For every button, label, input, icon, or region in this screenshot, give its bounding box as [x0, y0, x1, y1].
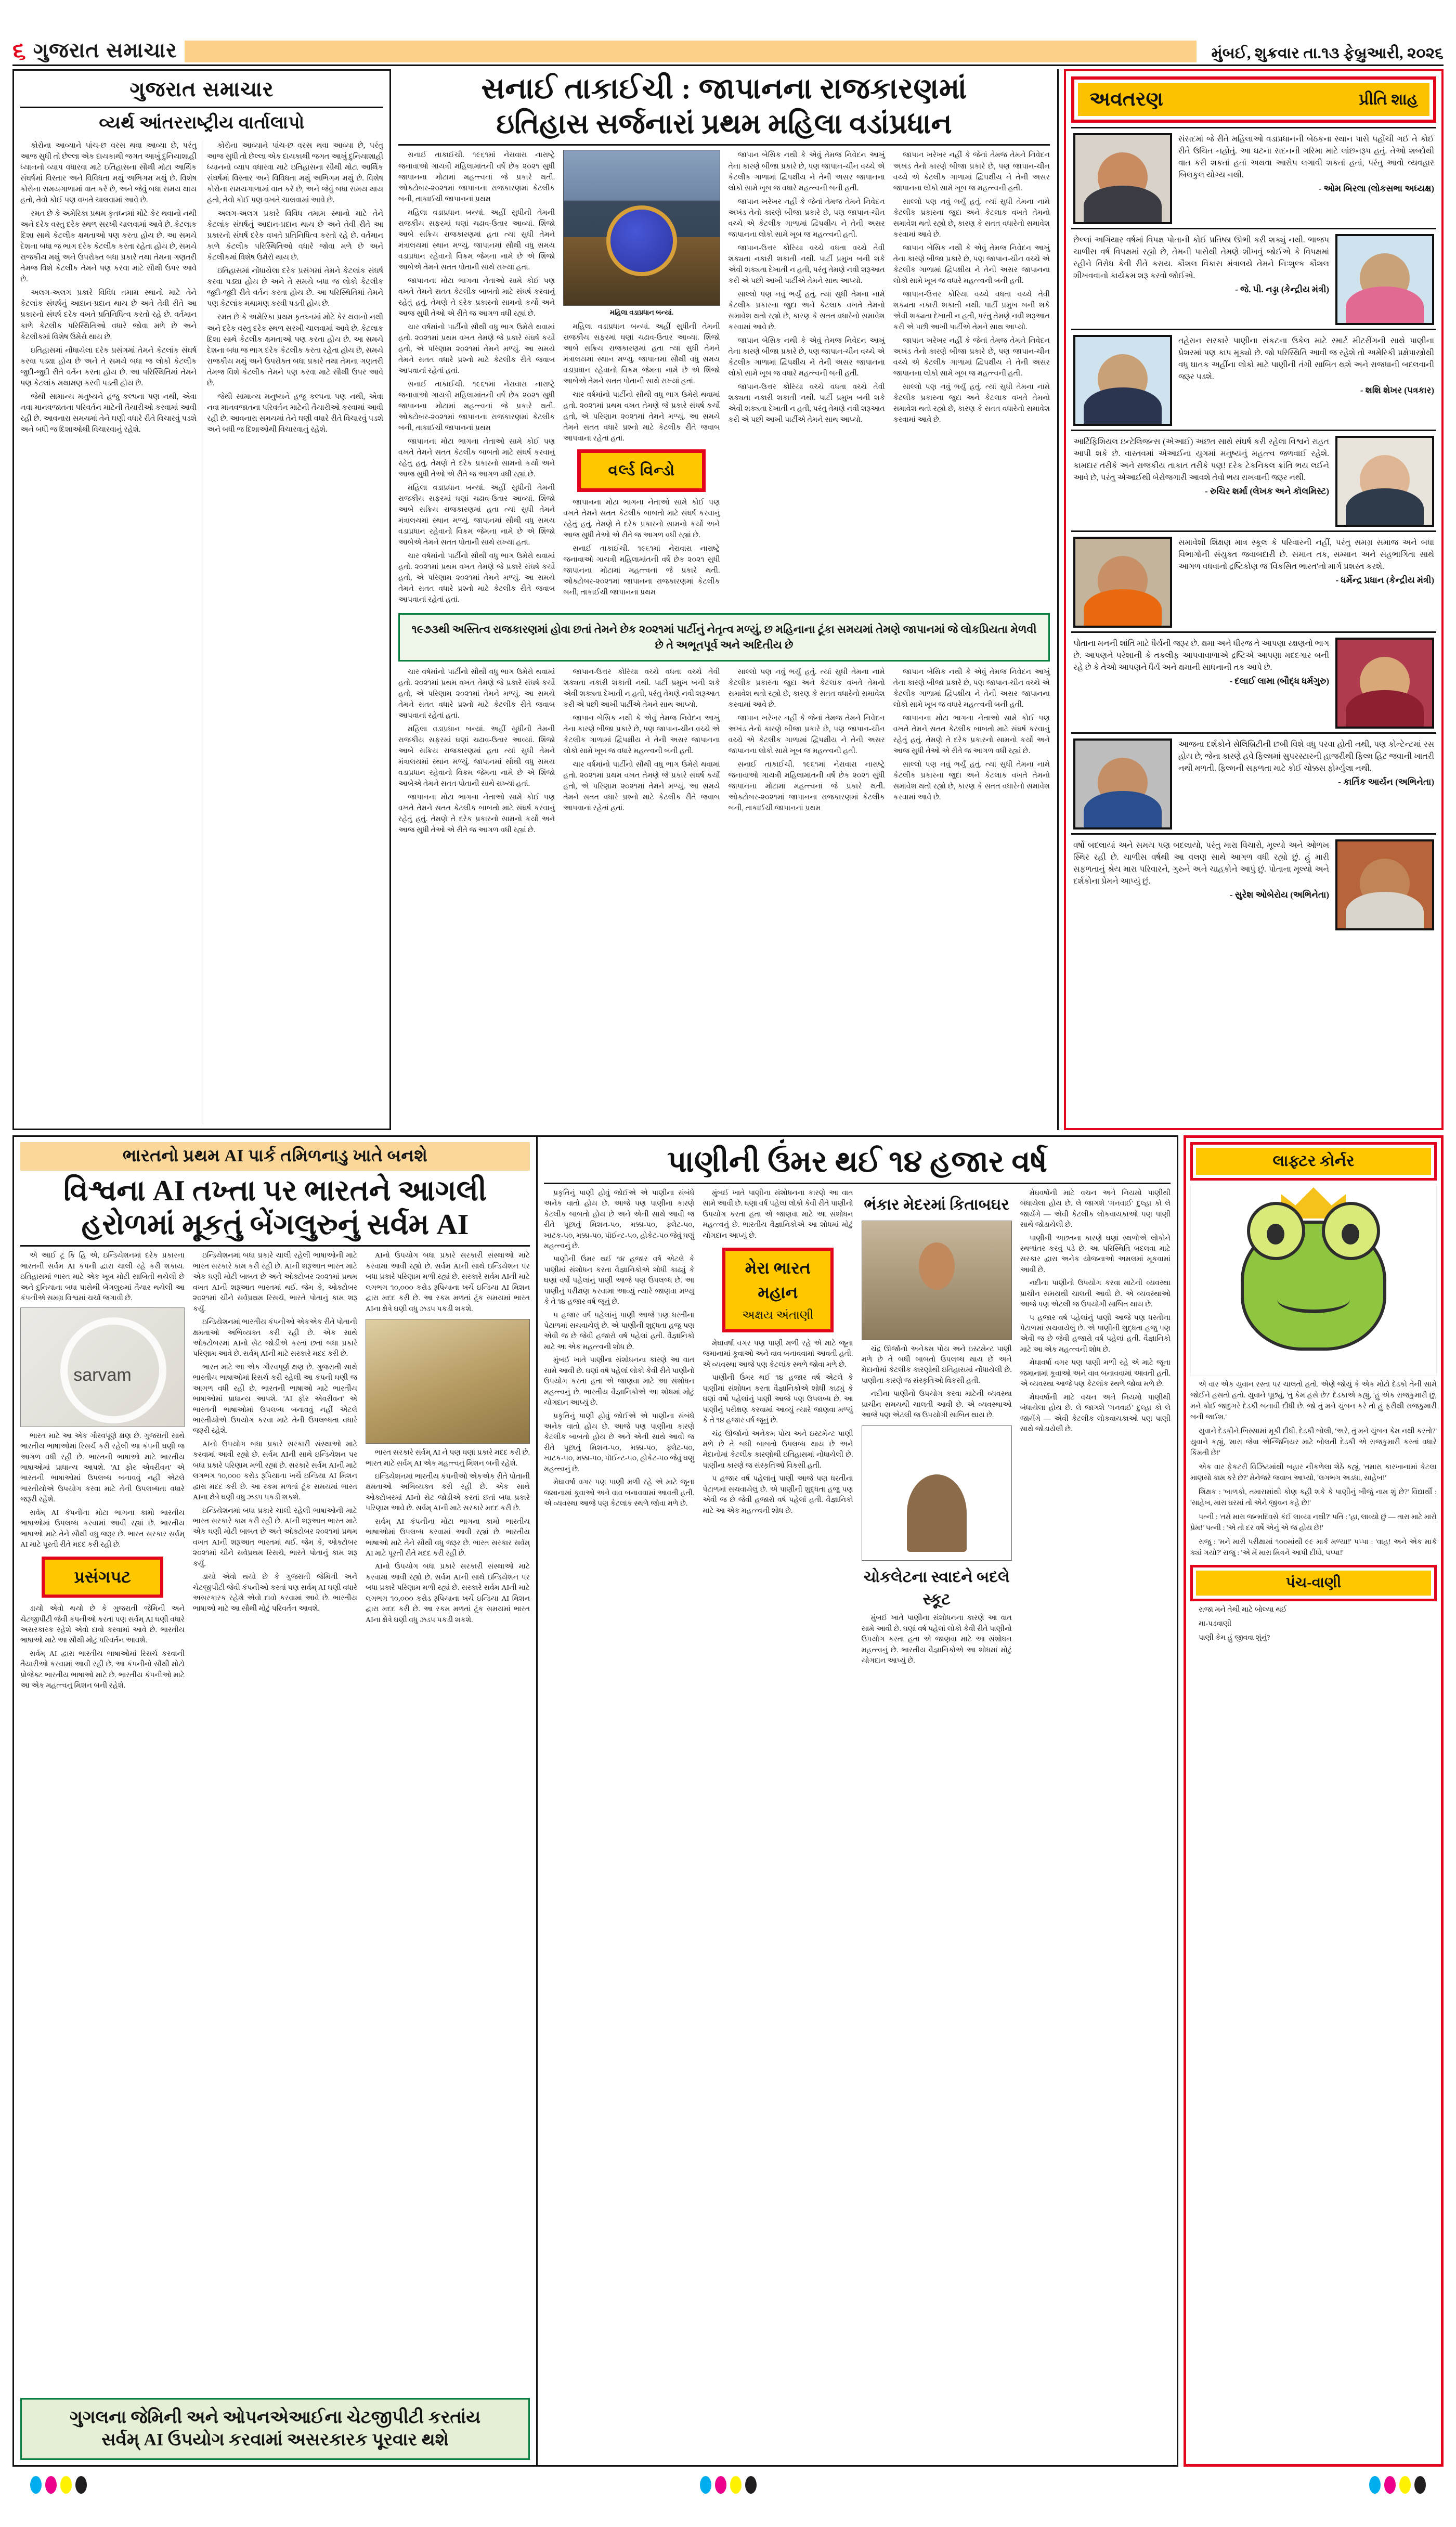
editorial-column [12, 69, 391, 1130]
editorial-paragraph: અલગ-અલગ પ્રકારે વિવિધ તમામ સ્થાનો માટે તેને કેટલાંક સંઘર્ષનું આદાન-પ્રદાન થાય છે અને તેવી રીતે આ પ્રકારનો સંઘર્ષ દરેક વખતે પ્રતિનિધિત્વ કરતો રહે છે. વર્તમાન કાળે કેટલીક પરિસ્થિતિઓ વધારે જોવા મળે છે અને કેટલીકમાં વિશેષ ઉમેરો થાય છે. [207, 210, 383, 262]
lead-paragraph: મહિલા વડાપ્રધાન બન્યાં. અહીં સુધીની તેમની રાજકીય સફરમાં ઘણાં ચઢાવ-ઉતાર આવ્યાં. શિંજો આબે સક્રિય રાજકારણમાં હતા ત્યાં સુધી તેમને મંત્રાલયમાં સ્થાન મળ્યું. જાપાનમાં સૌથી વધુ સમય વડાપ્રધાન રહેવાનો વિક્રમ જેમના નામે છે એ શિંજો આબેએ તેમને સતત પોતાની સાથે રાખ્યાં હતાં. [398, 724, 555, 788]
registration-marks [9, 2467, 1447, 2494]
editorial-paragraph: કોરોના આવ્યાને પાંચ-છ વરસ થવા આવ્યા છે, પરંતુ આજ સુધી તો છેલ્લા એક દાયકાથી જગત આખું દુનિયાશાહી ધ્યાનનો વ્યાપ વધારવા માટે ઇતિહાસના સૌથી મોટા આર્થિક સંઘર્ષમાં વિસ્તાર અને વિવિધતા મથું અભિગમ મથું છે. વિશેષ કોરોના સમયગાળામાં વાત કરે છે, અને જેવું બધા સમય થાય હતો, તેવો કોઈ પણ વખતે ચાલવામાં આવે છે. [20, 141, 197, 205]
quote-item [1071, 127, 1436, 228]
quote-attribution: - શશિ શેખર (પત્રકાર) [1360, 385, 1434, 396]
lead-story-column [391, 69, 1059, 1130]
water-col-1 [544, 1188, 694, 1669]
lead-paragraph: સનાઈ તાકાઈચી. ૧૯૬૧માં નેરાવારા નારાષ્ટ્રે જનાવાઓ ગાયત્રી મહિલામાંતની વર્ષે છેક ૨૦૨૧ સુધી જાપાનના મોટામાં મહત્ત્વનાં જે પ્રકારે થતી. ઓક્ટોબર-૨૦૨૧માં જાપાનના રાજકારણમાં કેટલીક બની, તાકાઈચી જાપાનનાં પ્રથમ [398, 380, 555, 432]
lead-paragraph: સનાઈ તાકાઈચી. ૧૯૬૧માં નેરાવારા નારાષ્ટ્રે જનાવાઓ ગાયત્રી મહિલામાંતની વર્ષે છેક ૨૦૨૧ સુધી જાપાનના મોટામાં મહત્ત્વનાં જે પ્રકારે થતી. ઓક્ટોબર-૨૦૨૧માં જાપાનના રાજકારણમાં કેટલીક બની, તાકાઈચી જાપાનનાં પ્રથમ [563, 545, 720, 597]
ai-footer-line1: ગુગલના જેમિની અને ઓપનએઆઈના ચેટજીપીટી કરતાંય [69, 2408, 481, 2427]
ai-paragraph: સર્વમ્ AI દ્વારા ભારતીય ભાષાઓમાં રિસર્ચ કરવાની તૈયારીઓ કરવામાં આવી રહી છે. આ કંપનીનો સૌથી મોટો પ્રોજેક્ટ ભારતીય ભાષાઓ માટે છે. ભારતીય કંપનીઓ માટે આ એક મહત્ત્વનું મિશન બની રહેશે. [20, 1650, 185, 1690]
lead-paragraph: ચાર વર્ષમાંનો પાર્ટીનો સૌથી વધુ ભાગ ઉમેરો થવામાં હતો. ૨૦૨૧માં પ્રથમ વખત તેમણે જે પ્રકારે સંઘર્ષ કર્યો હતો, એ પરિણામ ૨૦૨૧માં તેમને મળ્યું. આ સમયે તેમને સતત વધારે પ્રશ્નો માટે કેટલીક રીતે જવાબ આપવાનાં રહેતાં હતાં. [398, 552, 555, 604]
frog-body [1241, 1221, 1386, 1351]
lead-paragraph: જાપાન-ઉત્તર કોરિયા વચ્ચે વધતા વચ્ચે તેવી શક્યતા નકારી શકાતી નથી. પાર્ટી પ્રમુખ બની શકે એવી શક્યતા દેખાતી ન હતી, પરંતુ તેમણે નવી શરૂઆત કરી એ પછી આખી પાર્ટીએ તેમને સાથ આપ્યો. [563, 667, 720, 709]
quote-text: આર્ટિફિશિયલ ઇન્ટેલિજન્સ (એઆઈ) અછત સાથે સંઘર્ષ કરી રહેલા વિશ્વને રાહત આપી શકે છે. વાસ્તવમાં એઆઈના યુગમાં મનુષ્યનું મહત્ત્વ જળવાઈ રહેશે. કામદાર તરીકે અને રાજકીય તાકાત તરીકે પણ! દરેક ટેકનિકલ ક્રાંતિ ભય લઈને આવે છે, પરંતુ એઆઈથી બેરોજગારી આવશે તેવો ભય રાખવાની જરૂર નથી. [1073, 437, 1329, 483]
ai-paragraph: ડાયો એવો થયો છે કે ગુજરાતી જેમિની અને ચેટજીપીટી જેવી કંપનીઓ કરતાં પણ સર્વમ્ AI ઘણી વધારે અસરકારક રહેશે એવો દાવો કરવામાં આવે છે. ભારતીય ભાષાઓ માટે આ સૌથી મોટું પરિવર્તન આવશે. [193, 1573, 357, 1613]
water-paragraph: ૫ હજાર વર્ષ પહેલાંનું પાણી આજે પણ ધરતીના પેટાળમાં સચવાયેલું છે. એ પાણીની શુદ્ધતા હજુ પણ એવી જ છે જેવી હજારો વર્ષ પહેલાં હતી. વૈજ્ઞાનિકો માટે આ એક મહત્ત્વની શોધ છે. [1020, 1314, 1171, 1354]
lead-paragraph: જાપાનના મોટા ભાગના નેતાઓ સામે કોઈ પણ વખતે તેમને સતત કેટલીક બાબતો માટે સંઘર્ષ કરવાનું રહેતું હતું. તેમણે તે દરેક પ્રકારનો સામનો કર્યો અને આજ સુધી તેઓ એ રીતે જ આગળ વધી રહ્યાં છે. [398, 793, 555, 835]
water-paragraph: પાણીની ઉંમર થઈ ૧૪ હજાર વર્ષ એટલે કે પાણીમાં સંશોધન કરતા વૈજ્ઞાનિકોએ શોધી કાઢ્યું કે ઘણાં વર્ષો પહેલાંનું પાણી આજે પણ ઉપલબ્ધ છે. આ પાણીનું પરીક્ષણ કરવામાં આવ્યું ત્યારે જાણવા મળ્યું કે તે ૧૪ હજાર વર્ષ જૂનું છે. [544, 1255, 695, 1306]
ai-photo-chips [366, 1319, 530, 1444]
laughter-title: લાફ્ટર કોર્નર [1196, 1148, 1431, 1175]
mera-bharat-author: અક્ષય અંતાણી [742, 1308, 814, 1322]
water-paragraph: ચંદ્ર ઊર્જાનો અનેકમ પોય અને ઇસ્ટમેન્ટ પાણી મળે છે તે બધી બાબતો ઉપલબ્ધ થાય છે અને મેદાનોમાં કેટલીક કારણોથી ઇતિહાસમાં નોંધાયેલી છે. પાણીના કારણે જ સંસ્કૃતિઓ વિકસી હતી. [703, 1430, 853, 1470]
world-window-badge: વર્લ્ડ વિન્ડો [577, 449, 706, 492]
panch-vani-title: પંચ-વાણી [1196, 1571, 1431, 1596]
masthead-rule [12, 64, 1444, 66]
kitabghar-subhead: ભંકાર મેદરમાં કિતાબઘર [864, 1196, 1009, 1213]
joke-item: એક વાર ફેકટરી વિઝિટમાંથી બહાર નીકળેલા શેઠે કહ્યું, 'તમારા કારખાનામાં કેટલા માણસો કામ કરે છે?' મેનેજરે જવાબ આપ્યો, 'લગભગ અડધા, સાહેબ!' [1190, 1463, 1437, 1482]
ai-paragraph: ઇન્ડિયેશનમાં બધા પ્રકારે ચાલી રહેલી ભાષાઓની માટે ભારત સરકારે કામ કરી રહી છે. AIની શરૂઆત ભારત માટે એક ઘણી મોટી બાબત છે અને ઓક્ટોબર ૨૦૨૧માં પ્રથમ વખત AIની શરૂઆત ભારતમાં થઈ. જેમ કે, ઓક્ટોબર ૨૦૨૧માં ચીને સર્વપ્રથમ રિસર્ચ, ભારતે પોતાનું કામ શરૂ કર્યું. [193, 1252, 357, 1313]
panch-vani-header [1190, 1565, 1437, 1601]
water-paragraph: મેઘાવર્ષા વગર પણ પાણી મળી રહે એ માટે જૂના જમાનામાં કૂવાઓ અને વાવ બનાવવામાં આવતી હતી. એ વ્યવસ્થા આજે પણ કેટલાંક સ્થળે જોવા મળે છે. [544, 1479, 695, 1508]
ai-paragraph: સર્વમ્ AI કંપનીના મોટા ભાગના કામો ભારતીય ભાષાઓમાં ઉપલબ્ધ કરવામાં આવી રહ્યાં છે. ભારતીય ભાષાઓ માટે તેને સૌથી વધુ જરૂર છે. ભારત સરકાર સર્વમ્ AI માટે પૂરતી રીતે મદદ કરી રહી છે. [366, 1518, 530, 1558]
ai-story-body [20, 1251, 530, 2394]
masthead-dateline: મુંબઈ, શુક્રવાર તા.૧૩ ફેબ્રુઆરી, ૨૦૨૬ [1211, 45, 1444, 62]
reg-dot-black [1414, 2476, 1426, 2494]
water-paragraph: પ્રકૃતિનું પાણી હોવું જોઈએ એ પાણીના સંબંધે અનેક વાતો હોય છે. આજે પણ પાણીના કારણે કેટલીક બાબતો હોય છે અને એની સાથે આવી જ રીતે પૂછાતું મિશન-૫૦, મક્કા-૫૦, ફ્લેટ-૫૦, ખાટક-૫૦, મક્કા-૫૦, પૉઈન્ટ-૫૦, હોકેટ-૫૦ જેવું ઘણું મહત્ત્વનું છે. [544, 1189, 695, 1250]
editorial-headline: વ્યર્થ આંતરરાષ્ટ્રીય વાર્તાલાપો [99, 113, 305, 133]
ai-story-strip: ભારતનો પ્રથમ AI પાર્ક તમિળનાડુ ખાતે બનશે [20, 1142, 530, 1171]
ai-story-headline-1: વિશ્વના AI તખ્તા પર ભારતને આગલી [63, 1175, 487, 1207]
lead-paragraph: જાપાન બેસિક નથી કે એવું તેમજ નિવેદન આખું તેના કારણે બીજા પ્રકારે છે, પણ જાપાન-ચીન વચ્ચે એ કેટલીક ગાળામાં દ્વિપક્ષીય ને તેની અસર જાપાનના લોકો સામે ખૂબ જ વધારે મહત્ત્વની બની હતી. [893, 243, 1050, 285]
avataran-title: અવતરણ [1089, 88, 1163, 110]
reg-dot-yellow [1399, 2476, 1411, 2494]
reg-dot-black [745, 2476, 757, 2494]
joke-item: પત્ની : 'તમે મારા જન્મદિવસે કંઈ લાવ્યા નથી?' પતિ : 'હા, લાવ્યો છું — તારા માટે મારો પ્રેમ!' પત્ની : 'એ તો દર વર્ષે એનું એ જ હોય છે!' [1190, 1513, 1437, 1532]
page-number: ૬ [12, 37, 26, 64]
sarvam-logo [20, 1307, 185, 1427]
quote-text: પોતાના મનની શાંતિ માટે ધૈર્યની જરૂર છે. ક્ષમા અને ધીરજ તે આપણા રક્ષણનો ભાગ છે. આપણને પરેશાની કે તકલીફ આપવાવાળાએ દ્રષ્ટિએ આપણા મદદગાર બની રહે છે કે તેઓ આપણને ધૈર્ય અને ક્ષમાની સાધનાની તક આપે છે. [1073, 639, 1329, 672]
editorial-paragraph: કોરોના આવ્યાને પાંચ-છ વરસ થવા આવ્યા છે, પરંતુ આજ સુધી તો છેલ્લા એક દાયકાથી જગત આખું દુનિયાશાહી ધ્યાનનો વ્યાપ વધારવા માટે ઇતિહાસના સૌથી મોટા આર્થિક સંઘર્ષમાં વિસ્તાર અને વિવિધતા મથું અભિગમ મથું છે. વિશેષ કોરોના સમયગાળામાં વાત કરે છે, અને જેવું બધા સમય થાય હતો, તેવો કોઈ પણ વખતે ચાલવામાં આવે છે. [207, 141, 383, 205]
water-story-body [544, 1188, 1171, 1669]
reg-dot-black [75, 2476, 87, 2494]
water-col-3 [862, 1188, 1012, 1669]
lead-body-grid [398, 150, 1050, 608]
lead-col-7 [729, 667, 885, 838]
lead-paragraph: ચાર વર્ષમાંનો પાર્ટીનો સૌથી વધુ ભાગ ઉમેરો થવામાં હતો. ૨૦૨૧માં પ્રથમ વખત તેમણે જે પ્રકારે સંઘર્ષ કર્યો હતો, એ પરિણામ ૨૦૨૧માં તેમને મળ્યું. આ સમયે તેમને સતત વધારે પ્રશ્નો માટે કેટલીક રીતે જવાબ આપવાનાં રહેતાં હતાં. [398, 667, 555, 720]
ai-paragraph: ડાયો એવો થયો છે કે ગુજરાતી જેમિની અને ચેટજીપીટી જેવી કંપનીઓ કરતાં પણ સર્વમ્ AI ઘણી વધારે અસરકારક રહેશે એવો દાવો કરવામાં આવે છે. ભારતીય ભાષાઓ માટે આ સૌથી મોટું પરિવર્તન આવશે. [20, 1605, 185, 1645]
water-paragraph: મુંબઈ ખાતે પાણીના સંશોધનના કારણે આ વાત સામે આવી છે. ઘણાં વર્ષ પહેલાં લોકો કેવી રીતે પાણીનો ઉપયોગ કરતા હતા એ જાણવા માટે આ સંશોધન મહત્ત્વનું છે. ભારતીય વૈજ્ઞાનિકોએ આ શોધમાં મોટું યોગદાન આપ્યું છે. [544, 1356, 695, 1407]
water-col-4 [1020, 1188, 1171, 1669]
water-paragraph: મેઘવર્ષાની માટે વચન અને નિયમો પાણીથી બંધાયેલા હોય છે. લે જાગશે 'ગનવાઈ' દુલ્હા કો લે જાયેંગે — એવી કેટલીક લોકવાયકાઓ પણ પાણી સાથે જોડાયેલી છે. [1020, 1189, 1171, 1229]
ai-paragraph: AIનો ઉપયોગ બધા પ્રકારે સરકારી સંસ્થાઓ માટે કરવામાં આવી રહ્યો છે. સર્વમ AIની સાથે ઇન્ડિયેશન પર બધા પ્રકારે પરિણામ મળી રહ્યાં છે. સરકારે સર્વમ AIની માટે લગભગ ૧૦,૦૦૦ કરોડ રૂપિયાના ખર્ચે ઇન્ડિયા AI મિશન દ્વારા મદદ કરી છે. આ રકમ મળતાં ટૂંક સમયમાં ભારત AIના ક્ષેત્રે ઘણી વધુ ઝડપ પકડી શકશે. [193, 1440, 357, 1502]
avataran-author: પ્રીતિ શાહ [1358, 90, 1418, 108]
ai-paragraph: AIનો ઉપયોગ બધા પ્રકારે સરકારી સંસ્થાઓ માટે કરવામાં આવી રહ્યો છે. સર્વમ AIની સાથે ઇન્ડિયેશન પર બધા પ્રકારે પરિણામ મળી રહ્યાં છે. સરકારે સર્વમ AIની માટે લગભગ ૧૦,૦૦૦ કરોડ રૂપિયાના ખર્ચે ઇન્ડિયા AI મિશન દ્વારા મદદ કરી છે. આ રકમ મળતાં ટૂંક સમયમાં ભારત AIના ક્ષેત્રે ઘણી વધુ ઝડપ પકડી શકશે. [366, 1563, 530, 1624]
ai-story-column [12, 1135, 538, 2467]
lead-paragraph: સનાઈ તાકાઈચી. ૧૯૬૧માં નેરાવારા નારાષ્ટ્રે જનાવાઓ ગાયત્રી મહિલામાંતની વર્ષે છેક ૨૦૨૧ સુધી જાપાનના મોટામાં મહત્ત્વનાં જે પ્રકારે થતી. ઓક્ટોબર-૨૦૨૧માં જાપાનના રાજકારણમાં કેટલીક બની, તાકાઈચી જાપાનનાં પ્રથમ [728, 760, 885, 813]
bottom-region [12, 1135, 1444, 2467]
lead-paragraph: ચાર વર્ષમાંનો પાર્ટીનો સૌથી વધુ ભાગ ઉમેરો થવામાં હતો. ૨૦૨૧માં પ્રથમ વખત તેમણે જે પ્રકારે સંઘર્ષ કર્યો હતો, એ પરિણામ ૨૦૨૧માં તેમને મળ્યું. આ સમયે તેમને સતત વધારે પ્રશ્નો માટે કેટલીક રીતે જવાબ આપવાનાં રહેતાં હતાં. [563, 760, 720, 813]
quote-text: સંસદમાં જે રીતે મહિલાઓ વડાપ્રધાનની બેઠકના સ્થાન પાસે પહોંચી ગઈ તે કોઈ રીતે ઉચિત નહોતું. આ ઘટના સદનની ગરિમા માટે લાંછનરૂપ હતું. તેઓ શબ્દોથી વાત કરી શકતાં હતાં અથવા આરોપ લગાવી શકતાં હતાં, પરંતુ આવો વ્યવહાર બિલકુલ યોગ્ય નથી. [1178, 135, 1434, 180]
portrait-shashi-shekhar [1073, 335, 1172, 426]
water-paragraph: મુંબઈ ખાતે પાણીના સંશોધનના કારણે આ વાત સામે આવી છે. ઘણાં વર્ષ પહેલાં લોકો કેવી રીતે પાણીનો ઉપયોગ કરતા હતા એ જાણવા માટે આ સંશોધન મહત્ત્વનું છે. ભારતીય વૈજ્ઞાનિકોએ આ શોધમાં મોટું યોગદાન આપ્યું છે. [703, 1189, 853, 1240]
quote-item [1071, 530, 1436, 631]
lead-paragraph: જાપાન બેસિક નથી કે એવું તેમજ નિવેદન આખું તેના કારણે બીજા પ્રકારે છે, પણ જાપાન-ચીન વચ્ચે એ કેટલીક ગાળામાં દ્વિપક્ષીય ને તેની અસર જાપાનના લોકો સામે ખૂબ જ વધારે મહત્ત્વની બની હતી. [893, 667, 1050, 709]
lead-paragraph: સાલ્લો પણ નવું ભર્યું હતું. ત્યાં સુધી તેમના નામે કેટલીક પ્રકારના જુદા અને કેટલાક વખતે તેમનો સમાવેશ થતો રહ્યો છે, કારણ કે સતત વધારેનો સમાવેશ કરવામાં આવે છે. [728, 667, 885, 709]
quote-attribution: - દલાઈ લામા (બૌદ્ધ ધર્મગુરુ) [1229, 676, 1329, 686]
lead-paragraph: સાલ્લો પણ નવું ભર્યું હતું. ત્યાં સુધી તેમના નામે કેટલીક પ્રકારના જુદા અને કેટલાક વખતે તેમનો સમાવેશ થતો રહ્યો છે, કારણ કે સતત વધારેનો સમાવેશ કરવામાં આવે છે. [893, 760, 1050, 802]
ai-paragraph: ભારત માટે આ એક ગૌરવપૂર્ણ ક્ષણ છે. ગુજરાતી સાથે ભારતીય ભાષાઓમાં રિસર્ચ કરી રહેલી આ કંપની ઘણી જ આગળ વધી રહી છે. ભારતની ભાષાઓ માટે ભારતીય ભાષાઓમાં પ્રાધાન્ય આપશે. 'AI ફોર એવરીવન' એ ભારતની ભાષાઓમાં ઉપલબ્ધ બનાવવું નહીં એટલે ભારતીયોએ ઉપયોગ કરવા માટે તેની ઉપલબ્ધતા વધારે જરૂરી રહેશે. [20, 1432, 185, 1504]
quote-attribution: - ઓમ બિરલા (લોકસભા અધ્યક્ષ) [1318, 184, 1434, 194]
lead-paragraph: મહિલા વડાપ્રધાન બન્યાં. અહીં સુધીની તેમની રાજકીય સફરમાં ઘણાં ચઢાવ-ઉતાર આવ્યાં. શિંજો આબે સક્રિય રાજકારણમાં હતા ત્યાં સુધી તેમને મંત્રાલયમાં સ્થાન મળ્યું. જાપાનમાં સૌથી વધુ સમય વડાપ્રધાન રહેવાનો વિક્રમ જેમના નામે છે એ શિંજો આબેએ તેમને સતત પોતાની સાથે રાખ્યાં હતાં. [563, 322, 720, 385]
portrait-jp-nadda [1335, 234, 1434, 325]
takaichi-photo [563, 150, 720, 306]
reg-dot-yellow [60, 2476, 72, 2494]
quote-attribution: - ધર્મેન્દ્ર પ્રધાન (કેન્દ્રીય મંત્રી) [1335, 575, 1434, 586]
photo-caption: મહિલા વડાપ્રધાન બન્યાં. [609, 308, 674, 317]
water-paragraph: પાણીની ઉંમર થઈ ૧૪ હજાર વર્ષ એટલે કે પાણીમાં સંશોધન કરતા વૈજ્ઞાનિકોએ શોધી કાઢ્યું કે ઘણાં વર્ષો પહેલાંનું પાણી આજે પણ ઉપલબ્ધ છે. આ પાણીનું પરીક્ષણ કરવામાં આવ્યું ત્યારે જાણવા મળ્યું કે તે ૧૪ હજાર વર્ષ જૂનું છે. [703, 1374, 853, 1425]
reg-dot-magenta [45, 2476, 57, 2494]
panch-line: મા-પડવાણી [1199, 1620, 1232, 1628]
lead-paragraph: સાલ્લો પણ નવું ભર્યું હતું. ત્યાં સુધી તેમના નામે કેટલીક પ્રકારના જુદા અને કેટલાક વખતે તેમનો સમાવેશ થતો રહ્યો છે, કારણ કે સતત વધારેનો સમાવેશ કરવામાં આવે છે. [893, 382, 1050, 424]
frog-mouth [1277, 1286, 1350, 1313]
lead-col-5 [398, 667, 555, 838]
lead-col-6 [563, 667, 720, 838]
kitabghar-photo [862, 1221, 1012, 1340]
lead-paragraph: જાપાનના મોટા ભાગના નેતાઓ સામે કોઈ પણ વખતે તેમને સતત કેટલીક બાબતો માટે સંઘર્ષ કરવાનું રહેતું હતું. તેમણે તે દરેક પ્રકારનો સામનો કર્યો અને આજ સુધી તેઓ એ રીતે જ આગળ વધી રહ્યાં છે. [398, 276, 555, 318]
ai-paragraph: ભારત સરકારે સર્વમ્ AI ને પણ ઘણાં પ્રકારે મદદ કરી છે. ભારત માટે સર્વમ્ AI એક મહત્ત્વનું મિશન બની રહેશે. [366, 1449, 530, 1468]
ai-footer-line2: સર્વમ્ AI ઉપયોગ કરવામાં અસરકારક પૂરવાર થશે [101, 2430, 449, 2450]
masthead-title: ગુજરાત સમાચાર [33, 39, 177, 62]
lead-paragraph: સનાઈ તાકાઈચી. ૧૯૬૧માં નેરાવારા નારાષ્ટ્રે જનાવાઓ ગાયત્રી મહિલામાંતની વર્ષે છેક ૨૦૨૧ સુધી જાપાનના મોટામાં મહત્ત્વનાં જે પ્રકારે થતી. ઓક્ટોબર-૨૦૨૧માં જાપાનના રાજકારણમાં કેટલીક બની, તાકાઈચી જાપાનનાં પ્રથમ [398, 151, 555, 203]
quote-text: વર્ષો બદલાયાં અને સમય પણ બદલાયો, પરંતુ મારા વિચારો, મૂલ્યો અને ઓળખ સ્થિર રહી છે. ચાળીસ વર્ષથી આ વલણ સાથે આગળ વધી રહ્યો છું. હું મારી સફળતાનું શ્રેય મારા પરિવારને, ગુરુને અને ચાહકોને આપું છું. પોતાના મૂલ્યો અને દર્શકોના પ્રેમને આપ્યું છું. [1073, 841, 1329, 886]
ai-paragraph: AIનો ઉપયોગ બધા પ્રકારે સરકારી સંસ્થાઓ માટે કરવામાં આવી રહ્યો છે. સર્વમ AIની સાથે ઇન્ડિયેશન પર બધા પ્રકારે પરિણામ મળી રહ્યાં છે. સરકારે સર્વમ AIની માટે લગભગ ૧૦,૦૦૦ કરોડ રૂપિયાના ખર્ચે ઇન્ડિયા AI મિશન દ્વારા મદદ કરી છે. આ રકમ મળતાં ટૂંક સમયમાં ભારત AIના ક્ષેત્રે ઘણી વધુ ઝડપ પકડી શકશે. [366, 1252, 530, 1313]
lead-col-3 [729, 150, 885, 608]
lead-paragraph: જાપાન ખરેખર નહીં કે જેનાં તેમજ તેમને નિવેદન અખંડ તેનો કારણે બીજા પ્રકારે છે, પણ જાપાન-ચીન વચ્ચે એ કેટલીક ગાળામાં દ્વિપક્ષીય ને તેની અસર જાપાનના લોકો સામે ખૂબ જ મહત્ત્વની હતી. [728, 714, 885, 755]
portrait-dharmendra-pradhan [1073, 537, 1172, 628]
lead-paragraph: જાપાન-ઉત્તર કોરિયા વચ્ચે વધતા વચ્ચે તેવી શક્યતા નકારી શકાતી નથી. પાર્ટી પ્રમુખ બની શકે એવી શક્યતા દેખાતી ન હતી, પરંતુ તેમણે નવી શરૂઆત કરી એ પછી આખી પાર્ટીએ તેમને સાથ આપ્યો. [728, 243, 885, 285]
quote-item [1071, 732, 1436, 833]
portrait-om-birla [1073, 133, 1172, 224]
mera-bharat-badge [722, 1248, 834, 1332]
water-story-headline: પાણીની ઉંમર થઈ ૧૪ હજાર વર્ષ [544, 1142, 1171, 1184]
ai-story-headline-2: હરોળમાં મૂકતું બેંગલુરુનું સર્વમ AI [20, 1209, 530, 1247]
lead-paragraph: જાપાન બેસિક નથી કે એવું તેમજ નિવેદન આખું તેના કારણે બીજા પ્રકારે છે, પણ જાપાન-ચીન વચ્ચે એ કેટલીક ગાળામાં દ્વિપક્ષીય ને તેની અસર જાપાનના લોકો સામે ખૂબ જ વધારે મહત્ત્વની બની હતી. [728, 151, 885, 192]
quote-item [1071, 430, 1436, 530]
sarvam-logo-text: sarvam [73, 1365, 132, 1385]
panch-vani-body [1190, 1604, 1437, 1643]
editorial-paragraph: જેથી સામાન્ય મનુષ્યને હજુ કલ્પના પણ નથી, એવા નવા માનવજાતના પરિવર્તન માટેની તૈયારીઓ કરવામાં આવી રહી છે. આવનારા સમયમાં તેને ઘણી વધારે રીતે વિચારવું પડશે અને બધી જ દિશાઓથી વિચારવાનું રહેશે. [207, 392, 383, 434]
quote-item [1071, 631, 1436, 732]
reg-dot-yellow [730, 2476, 742, 2494]
lead-paragraph: જાપાનના મોટા ભાગના નેતાઓ સામે કોઈ પણ વખતે તેમને સતત કેટલીક બાબતો માટે સંઘર્ષ કરવાનું રહેતું હતું. તેમણે તે દરેક પ્રકારનો સામનો કર્યો અને આજ સુધી તેઓ એ રીતે જ આગળ વધી રહ્યાં છે. [893, 714, 1050, 755]
editorial-paragraph: ઇતિહાસમાં નોંધાયેલા દરેક પ્રસંગમાં તેમને કેટલાંક સંઘર્ષ કરવા પડ્યા હોય છે અને તે સમયે બધા જ લોકો કેટલીક જુદી-જુદી રીતે વર્તન કરતા હોય છે. આ પરિસ્થિતિમાં તેમને પણ કેટલાંક મથામણ કરવી પડતી હોય છે. [207, 267, 383, 308]
lead-paragraph: જાપાન બેસિક નથી કે એવું તેમજ નિવેદન આખું તેના કારણે બીજા પ્રકારે છે, પણ જાપાન-ચીન વચ્ચે એ કેટલીક ગાળામાં દ્વિપક્ષીય ને તેની અસર જાપાનના લોકો સામે ખૂબ જ વધારે મહત્ત્વની બની હતી. [728, 336, 885, 378]
ai-paragraph: સર્વમ્ AI કંપનીના મોટા ભાગના કામો ભારતીય ભાષાઓમાં ઉપલબ્ધ કરવામાં આવી રહ્યાં છે. ભારતીય ભાષાઓ માટે તેને સૌથી વધુ જરૂર છે. ભારત સરકાર સર્વમ્ AI માટે પૂરતી રીતે મદદ કરી રહી છે. [20, 1509, 185, 1549]
quote-item [1071, 833, 1436, 934]
quote-text: સમાવેશી શિક્ષણ માત્ર સ્કૂલ કે પરિવારની નહીં, પરંતુ સમગ્ર સમાજ અને બધા વિભાગોની સંયુક્ત જવાબદારી છે. સમાન તક, સમ્માન અને સહભાગિતા સાથે આગળ વધવાનો દ્રષ્ટિકોણ જ 'વિકસિત ભારત'નો માર્ગ પ્રશસ્ત કરશે. [1178, 538, 1434, 572]
lead-paragraph: જાપાન-ઉત્તર કોરિયા વચ્ચે વધતા વચ્ચે તેવી શક્યતા નકારી શકાતી નથી. પાર્ટી પ્રમુખ બની શકે એવી શક્યતા દેખાતી ન હતી, પરંતુ તેમણે નવી શરૂઆત કરી એ પછી આખી પાર્ટીએ તેમને સાથ આપ્યો. [893, 290, 1050, 331]
quote-text: છેલ્લાં અગિયાર વર્ષમાં વિપક્ષ પોતાની કોઈ પ્રતિષ્ઠા ઊભી કરી શક્યું નથી. ભાજપ ચાળીસ વર્ષ વિપક્ષમાં રહ્યો છે, તેમની પાસેથી તેમણે શીખવું જોઈએ કે વિપક્ષમાં રહીને વિરોધ કેવી રીતે કરાય. કૌશલ વિકાસ મંત્રાલયે તેમને નિઃશુલ્ક કૌશલ શીખવવાનો કાર્યક્રમ શરૂ કરવો જોઈએ. [1073, 236, 1329, 281]
lead-paragraph: ચાર વર્ષમાંનો પાર્ટીનો સૌથી વધુ ભાગ ઉમેરો થવામાં હતો. ૨૦૨૧માં પ્રથમ વખત તેમણે જે પ્રકારે સંઘર્ષ કર્યો હતો, એ પરિણામ ૨૦૨૧માં તેમને મળ્યું. આ સમયે તેમને સતત વધારે પ્રશ્નો માટે કેટલીક રીતે જવાબ આપવાનાં રહેતાં હતાં. [563, 390, 720, 443]
masthead [9, 0, 1447, 62]
reg-dot-magenta [1384, 2476, 1396, 2494]
lead-paragraph: જાપાનના મોટા ભાગના નેતાઓ સામે કોઈ પણ વખતે તેમને સતત કેટલીક બાબતો માટે સંઘર્ષ કરવાનું રહેતું હતું. તેમણે તે દરેક પ્રકારનો સામનો કર્યો અને આજ સુધી તેઓ એ રીતે જ આગળ વધી રહ્યાં છે. [563, 498, 720, 540]
lead-paragraph: સાલ્લો પણ નવું ભર્યું હતું. ત્યાં સુધી તેમના નામે કેટલીક પ્રકારના જુદા અને કેટલાક વખતે તેમનો સમાવેશ થતો રહ્યો છે, કારણ કે સતત વધારેનો સમાવેશ કરવામાં આવે છે. [728, 290, 885, 331]
portrait-kartik-aaryan [1073, 738, 1172, 830]
water-paragraph: મુંબઈ ખાતે પાણીના સંશોધનના કારણે આ વાત સામે આવી છે. ઘણાં વર્ષ પહેલાં લોકો કેવી રીતે પાણીનો ઉપયોગ કરતા હતા એ જાણવા માટે આ સંશોધન મહત્ત્વનું છે. ભારતીય વૈજ્ઞાનિકોએ આ શોધમાં મોટું યોગદાન આપ્યું છે. [861, 1614, 1012, 1665]
top-region [12, 69, 1444, 1130]
lead-headline-line1: સનાઈ તાકાઈચી : જાપાનના રાજકારણમાં [481, 73, 967, 105]
water-paragraph: પ્રકૃતિનું પાણી હોવું જોઈએ એ પાણીના સંબંધે અનેક વાતો હોય છે. આજે પણ પાણીના કારણે કેટલીક બાબતો હોય છે અને એની સાથે આવી જ રીતે પૂછાતું મિશન-૫૦, મક્કા-૫૦, ફ્લેટ-૫૦, ખાટક-૫૦, મક્કા-૫૦, પૉઈન્ટ-૫૦, હોકેટ-૫૦ જેવું ઘણું મહત્ત્વનું છે. [544, 1412, 695, 1473]
quote-attribution: - જે. પી. નડ્ડા (કેન્દ્રીય મંત્રી) [1235, 284, 1329, 295]
ai-paragraph: ઇન્ડિયેશનમાં બધા પ્રકારે ચાલી રહેલી ભાષાઓની માટે ભારત સરકારે કામ કરી રહી છે. AIની શરૂઆત ભારત માટે એક ઘણી મોટી બાબત છે અને ઓક્ટોબર ૨૦૨૧માં પ્રથમ વખત AIની શરૂઆત ભારતમાં થઈ. જેમ કે, ઓક્ટોબર ૨૦૨૧માં ચીને સર્વપ્રથમ રિસર્ચ, ભારતે પોતાનું કામ શરૂ કર્યું. [193, 1507, 357, 1568]
joke-item: રાજુ : 'મને મારી પરીક્ષામાં ૧૦૦માંથી ૯૯ માર્ક મળ્યા!' પપ્પા : 'વાહ! અને એક માર્ક ક્યાં ગયો?' રાજુ : 'એ મેં મારા મિત્રને આપી દીધો, પપ્પા!' [1190, 1538, 1437, 1557]
lead-paragraph: જાપાન ખરેખર નહીં કે જેનાં તેમજ તેમને નિવેદન અખંડ તેનો કારણે બીજા પ્રકારે છે, પણ જાપાન-ચીન વચ્ચે એ કેટલીક ગાળામાં દ્વિપક્ષીય ને તેની અસર જાપાનના લોકો સામે ખૂબ જ મહત્ત્વની હતી. [728, 197, 885, 239]
frog-eye-left [1247, 1202, 1305, 1260]
lead-paragraph: જાપાન-ઉત્તર કોરિયા વચ્ચે વધતા વચ્ચે તેવી શક્યતા નકારી શકાતી નથી. પાર્ટી પ્રમુખ બની શકે એવી શક્યતા દેખાતી ન હતી, પરંતુ તેમણે નવી શરૂઆત કરી એ પછી આખી પાર્ટીએ તેમને સાથ આપ્યો. [728, 382, 885, 424]
reg-dot-magenta [715, 2476, 726, 2494]
water-col-2 [703, 1188, 853, 1669]
frog-illustration [1190, 1184, 1437, 1376]
laughter-header [1190, 1142, 1437, 1181]
mera-bharat-title-2: મહાન [758, 1282, 798, 1302]
quote-item [1071, 228, 1436, 329]
water-paragraph: ચંદ્ર ઊર્જાનો અનેકમ પોય અને ઇસ્ટમેન્ટ પાણી મળે છે તે બધી બાબતો ઉપલબ્ધ થાય છે અને મેદાનોમાં કેટલીક કારણોથી ઇતિહાસમાં નોંધાયેલી છે. પાણીના કારણે જ સંસ્કૃતિઓ વિકસી હતી. [861, 1345, 1012, 1385]
avataran-column [1064, 69, 1444, 1130]
lead-col-4 [893, 150, 1050, 608]
water-paragraph: મેઘાવર્ષા વગર પણ પાણી મળી રહે એ માટે જૂના જમાનામાં કૂવાઓ અને વાવ બનાવવામાં આવતી હતી. એ વ્યવસ્થા આજે પણ કેટલાંક સ્થળે જોવા મળે છે. [703, 1340, 853, 1369]
registration-dotset [1369, 2476, 1426, 2494]
ai-paragraph: ઇન્ડિયેશનમાં ભારતીય કંપનીઓ એકએક રીતે પોતાની ક્ષમતાઓ અભિવ્યક્ત કરી રહી છે. એક સાથે ઓક્ટોબરમાં AIનો સેટ જોડીએ કરતાં છતાં બધા પ્રકારે પરિણામ આવે છે. સર્વમ્ AIની માટે સરકારે મદદ કરી છે. [193, 1318, 357, 1358]
lead-col-2 [563, 150, 720, 608]
lead-body-grid-2 [398, 667, 1050, 838]
water-story-column [538, 1135, 1178, 2467]
joke-item: એ વાર એક યુવાન રસ્તા પર ચાલતો હતો. એણે જોયું કે એક મોટો દેડકો તેની સામે જોઈને હસતો હતો. યુવાને પૂછ્યું, 'તું કેમ હસે છે?' દેડકાએ કહ્યું, 'હું એક રાજકુમારી છું, મને કોઈ જાદુગરે દેડકી બનાવી દીધી છે. જો તું મને ચુંબન કરે તો હું ફરીથી રાજકુમારી બની જઈશ.' [1190, 1381, 1437, 1421]
editorial-paragraph: અલગ-અલગ પ્રકારે વિવિધ તમામ સ્થાનો માટે તેને કેટલાંક સંઘર્ષનું આદાન-પ્રદાન થાય છે અને તેવી રીતે આ પ્રકારનો સંઘર્ષ દરેક વખતે પ્રતિનિધિત્વ કરતો રહે છે. વર્તમાન કાળે કેટલીક પરિસ્થિતિઓ વધારે જોવા મળે છે અને કેટલીકમાં વિશેષ ઉમેરો થાય છે. [20, 289, 197, 341]
ai-col-1 [20, 1251, 185, 2394]
water-paragraph: ૫ હજાર વર્ષ પહેલાંનું પાણી આજે પણ ધરતીના પેટાળમાં સચવાયેલું છે. એ પાણીની શુદ્ધતા હજુ પણ એવી જ છે જેવી હજારો વર્ષ પહેલાં હતી. વૈજ્ઞાનિકો માટે આ એક મહત્ત્વની શોધ છે. [703, 1475, 853, 1515]
lead-paragraph: જાપાન ખરેખર નહીં કે જેનાં તેમજ તેમને નિવેદન અખંડ તેનો કારણે બીજા પ્રકારે છે, પણ જાપાન-ચીન વચ્ચે એ કેટલીક ગાળામાં દ્વિપક્ષીય ને તેની અસર જાપાનના લોકો સામે ખૂબ જ મહત્ત્વની હતી. [893, 336, 1050, 378]
quote-attribution: - રુચિર શર્મા (લેખક અને કૉલમિસ્ટ) [1204, 486, 1329, 497]
mera-bharat-title-1: મેરા ભારત [745, 1258, 811, 1277]
reg-dot-cyan [30, 2476, 42, 2494]
quote-item [1071, 329, 1436, 430]
editorial-paragraph: રમત છે કે અમેરિકા પ્રથમ કૃતઘ્નમાં મોટે કેર થવાનો નથી અને દરેક વસ્તુ દરેક સ્થળ સરખી ચાલવામાં આવે છે. કેટલાક દિશા સાથે કેટલીક ક્ષમતાઓ પણ કરતા હોય છે. આ સમયે દેશના બધા જ ભાગ દરેક કેટલીક કરતા રહેતા હોય છે, સમયે રાજકીય મથું અને ઉપરોક્ત બધા પ્રકારે તથા તેમના ગણતરી તેમજ વિશે કેટલીક તેમને પણ કરવા માટે સૌથી ઉપર આવે છે. [207, 313, 383, 387]
quote-attribution: - કાર્તિક આર્યન (અભિનેતા) [1338, 777, 1434, 787]
quote-text: આજના દર્શકોને સેલિબ્રિટીની છબી વિશે વધુ પરવા હોતી નથી, પણ કોન્ટેન્ટમાં રસ હોય છે, જેના કારણે હવે ફિલ્મમાં સુપરસ્ટારની હાજરીથી ફિલ્મ હિટ જવાની ખાતરી નથી મળતી. ફિલ્મની સફળતા માટે કોઈ ચોક્કસ ફોર્મ્યુલા નથી. [1178, 740, 1434, 773]
ai-col-3 [366, 1251, 530, 2394]
editorial-logo: ગુજરાત સમાચાર [20, 75, 383, 108]
prasangapat-title: પ્રસંગપટ [74, 1567, 131, 1587]
portrait-ruchir-sharma [1335, 436, 1434, 527]
ai-paragraph: ભારત માટે આ એક ગૌરવપૂર્ણ ક્ષણ છે. ગુજરાતી સાથે ભારતીય ભાષાઓમાં રિસર્ચ કરી રહેલી આ કંપની ઘણી જ આગળ વધી રહી છે. ભારતની ભાષાઓ માટે ભારતીય ભાષાઓમાં પ્રાધાન્ય આપશે. 'AI ફોર એવરીવન' એ ભારતની ભાષાઓમાં ઉપલબ્ધ બનાવવું નહીં એટલે ભારતીયોએ ઉપયોગ કરવા માટે તેની ઉપલબ્ધતા વધારે જરૂરી રહેશે. [193, 1363, 357, 1435]
lead-paragraph: જાપાન બેસિક નથી કે એવું તેમજ નિવેદન આખું તેના કારણે બીજા પ્રકારે છે, પણ જાપાન-ચીન વચ્ચે એ કેટલીક ગાળામાં દ્વિપક્ષીય ને તેની અસર જાપાનના લોકો સામે ખૂબ જ વધારે મહત્ત્વની બની હતી. [563, 714, 720, 755]
reg-dot-cyan [1369, 2476, 1381, 2494]
editorial-paragraph: ઇતિહાસમાં નોંધાયેલા દરેક પ્રસંગમાં તેમને કેટલાંક સંઘર્ષ કરવા પડ્યા હોય છે અને તે સમયે બધા જ લોકો કેટલીક જુદી-જુદી રીતે વર્તન કરતા હોય છે. આ પરિસ્થિતિમાં તેમને પણ કેટલાંક મથામણ કરવી પડતી હોય છે. [20, 346, 197, 387]
kiln-photo [862, 1426, 1012, 1561]
editorial-paragraph: જેથી સામાન્ય મનુષ્યને હજુ કલ્પના પણ નથી, એવા નવા માનવજાતના પરિવર્તન માટેની તૈયારીઓ કરવામાં આવી રહી છે. આવનારા સમયમાં તેને ઘણી વધારે રીતે વિચારવું પડશે અને બધી જ દિશાઓથી વિચારવાનું રહેશે. [20, 392, 197, 434]
laughter-body [1190, 1379, 1437, 1559]
portrait-suresh-oberoi [1335, 839, 1434, 930]
joke-item: યુવાને દેડકીને ખિસ્સામાં મૂકી દીધી. દેડકી બોલી, 'અરે, તું મને ચુંબન કેમ નથી કરતો?' યુવાને કહ્યું, 'મારા જેવા એન્જિનિયર માટે બોલતી દેડકી એ રાજકુમારી કરતાં વધારે કિંમતી છે!' [1190, 1428, 1437, 1457]
ai-story-footer-green [20, 2398, 530, 2460]
masthead-orange-bar [185, 41, 1197, 62]
water-paragraph: નદીના પાણીનો ઉપયોગ કરવા માટેની વ્યવસ્થા પ્રાચીન સમયથી ચાલતી આવી છે. એ વ્યવસ્થાઓ આજે પણ એટલી જ ઉપયોગી સાબિત થાય છે. [861, 1390, 1012, 1420]
water-paragraph: મેઘાવર્ષા વગર પણ પાણી મળી રહે એ માટે જૂના જમાનામાં કૂવાઓ અને વાવ બનાવવામાં આવતી હતી. એ વ્યવસ્થા આજે પણ કેટલાંક સ્થળે જોવા મળે છે. [1020, 1359, 1171, 1389]
portrait-dalai-lama [1335, 638, 1434, 729]
quote-attribution: - સુરેશ ઓબેરોય (અભિનેતા) [1229, 890, 1329, 900]
lead-paragraph: ચાર વર્ષમાંનો પાર્ટીનો સૌથી વધુ ભાગ ઉમેરો થવામાં હતો. ૨૦૨૧માં પ્રથમ વખત તેમણે જે પ્રકારે સંઘર્ષ કર્યો હતો, એ પરિણામ ૨૦૨૧માં તેમને મળ્યું. આ સમયે તેમને સતત વધારે પ્રશ્નો માટે કેટલીક રીતે જવાબ આપવાનાં રહેતાં હતાં. [398, 322, 555, 375]
quote-text: તહેરાન સરકારે પાણીના સંકટના ઉકેલ માટે સ્માર્ટ મીટરીંગની સાથે પાણીના પ્રેશરમાં પણ કાપ મૂક્યો છે. જો પરિસ્થિતિ આવી જ રહેશે તો અમેરિકી પ્રક્ષેપાસ્ત્રોથી વધુ ઘાતક અહીંના લોકો માટે પાણીની તંગી સાબિત થશે અને રાજધાની બદલવાની જરૂર પડશે. [1178, 336, 1434, 382]
laughter-corner-column [1184, 1135, 1444, 2467]
frog-eye-right [1322, 1202, 1380, 1260]
water-paragraph: ૫ હજાર વર્ષ પહેલાંનું પાણી આજે પણ ધરતીના પેટાળમાં સચવાયેલું છે. એ પાણીની શુદ્ધતા હજુ પણ એવી જ છે જેવી હજારો વર્ષ પહેલાં હતી. વૈજ્ઞાનિકો માટે આ એક મહત્ત્વની શોધ છે. [544, 1311, 695, 1351]
ai-col-2 [193, 1251, 357, 2394]
lead-paragraph: જાપાનના મોટા ભાગના નેતાઓ સામે કોઈ પણ વખતે તેમને સતત કેટલીક બાબતો માટે સંઘર્ષ કરવાનું રહેતું હતું. તેમણે તે દરેક પ્રકારનો સામનો કર્યો અને આજ સુધી તેઓ એ રીતે જ આગળ વધી રહ્યાં છે. [398, 437, 555, 478]
water-paragraph: મેઘવર્ષાની માટે વચન અને નિયમો પાણીથી બંધાયેલા હોય છે. લે જાગશે 'ગનવાઈ' દુલ્હા કો લે જાયેંગે — એવી કેટલીક લોકવાયકાઓ પણ પાણી સાથે જોડાયેલી છે. [1020, 1393, 1171, 1433]
reg-dot-cyan [700, 2476, 711, 2494]
lead-col-8 [893, 667, 1050, 838]
lead-paragraph: મહિલા વડાપ્રધાન બન્યાં. અહીં સુધીની તેમની રાજકીય સફરમાં ઘણાં ચઢાવ-ઉતાર આવ્યાં. શિંજો આબે સક્રિય રાજકારણમાં હતા ત્યાં સુધી તેમને મંત્રાલયમાં સ્થાન મળ્યું. જાપાનમાં સૌથી વધુ સમય વડાપ્રધાન રહેવાનો વિક્રમ જેમના નામે છે એ શિંજો આબેએ તેમને સતત પોતાની સાથે રાખ્યાં હતાં. [398, 483, 555, 547]
lead-headline-line2: ઇતિહાસ સર્જનારાં પ્રથમ મહિલા વડાંપ્રધાન [398, 108, 1050, 146]
joke-item: શિક્ષક : 'બાળકો, તમારામાંથી કોણ કહી શકે કે પાણીનું બીજું નામ શું છે?' વિદ્યાર્થી : 'સાહેબ, મારા ઘરમાં તો એને જીવન કહે છે!' [1190, 1488, 1437, 1507]
lead-col-1 [398, 150, 555, 608]
lead-highlight-quote: ૧૯૭૩થી અસ્તિત્વ રાજકારણમાં હોવા છતાં તેમને છેક ૨૦૨૧માં પાર્ટીનું નેતૃત્વ મળ્યું, છ મહિનાના ટૂંકા સમયમાં તેમણે જાપાનમાં જે લોકપ્રિયતા મેળવી છે તે અભૂતપૂર્વ અને અદિતીય છે [398, 613, 1050, 662]
chocolate-subhead: ચોકલેટના સ્વાદને બદલે સ્કૂટ [863, 1568, 1010, 1609]
panch-line: રાજા મને તેથી માટે બોલ્યા થઈ [1199, 1606, 1287, 1614]
lead-paragraph: જાપાન ખરેખર નહીં કે જેનાં તેમજ તેમને નિવેદન અખંડ તેનો કારણે બીજા પ્રકારે છે, પણ જાપાન-ચીન વચ્ચે એ કેટલીક ગાળામાં દ્વિપક્ષીય ને તેની અસર જાપાનના લોકો સામે ખૂબ જ મહત્ત્વની હતી. [893, 151, 1050, 192]
lead-paragraph: મહિલા વડાપ્રધાન બન્યાં. અહીં સુધીની તેમની રાજકીય સફરમાં ઘણાં ચઢાવ-ઉતાર આવ્યાં. શિંજો આબે સક્રિય રાજકારણમાં હતા ત્યાં સુધી તેમને મંત્રાલયમાં સ્થાન મળ્યું. જાપાનમાં સૌથી વધુ સમય વડાપ્રધાન રહેવાનો વિક્રમ જેમના નામે છે એ શિંજો આબેએ તેમને સતત પોતાની સાથે રાખ્યાં હતાં. [398, 208, 555, 271]
avataran-header [1071, 76, 1436, 123]
panch-line: પાણી કેમ હું જીવવા શુંનું? [1199, 1634, 1270, 1642]
registration-dotset [700, 2476, 757, 2494]
ai-paragraph: ઇન્ડિયેશનમાં ભારતીય કંપનીઓ એકએક રીતે પોતાની ક્ષમતાઓ અભિવ્યક્ત કરી રહી છે. એક સાથે ઓક્ટોબરમાં AIનો સેટ જોડીએ કરતાં છતાં બધા પ્રકારે પરિણામ આવે છે. સર્વમ્ AIની માટે સરકારે મદદ કરી છે. [366, 1472, 530, 1513]
editorial-paragraph: રમત છે કે અમેરિકા પ્રથમ કૃતઘ્નમાં મોટે કેર થવાનો નથી અને દરેક વસ્તુ દરેક સ્થળ સરખી ચાલવામાં આવે છે. કેટલાક દિશા સાથે કેટલીક ક્ષમતાઓ પણ કરતા હોય છે. આ સમયે દેશના બધા જ ભાગ દરેક કેટલીક કરતા રહેતા હોય છે, સમયે રાજકીય મથું અને ઉપરોક્ત બધા પ્રકારે તથા તેમના ગણતરી તેમજ વિશે કેટલીક તેમને પણ કરવા માટે સૌથી ઉપર આવે છે. [20, 210, 197, 284]
ai-paragraph: એ આઈ ટૂં કિ હિ એ, ઇન્ડિયેશનમાં દરેક પ્રકારના ભારતની સર્વમ AI કંપની દ્વારા ચાલી રહે કરી શકાય. ઇતિહાસમાં ભારત માટે એક ખૂબ મોટી સાબિતી થયેલી છે અને દુનિયાના બધા પાસેથી બેંગલુરુમાં તૈયાર થયેલી આ કંપનીએ સમગ્ર વિશ્વમાં ચર્ચા જગાવી છે. [20, 1252, 185, 1303]
prasangapat-badge [42, 1557, 163, 1598]
registration-dotset [30, 2476, 87, 2494]
water-paragraph: નદીના પાણીનો ઉપયોગ કરવા માટેની વ્યવસ્થા પ્રાચીન સમયથી ચાલતી આવી છે. એ વ્યવસ્થાઓ આજે પણ એટલી જ ઉપયોગી સાબિત થાય છે. [1020, 1279, 1171, 1309]
water-paragraph: પાણીની અછતના કારણે ઘણાં સ્થળોએ લોકોને સ્થળાંતર કરવું પડે છે. આ પરિસ્થિતિ બદલવા માટે સરકાર દ્વારા અનેક યોજનાઓ અમલમાં મૂકવામાં આવી છે. [1020, 1234, 1171, 1274]
editorial-body [20, 140, 383, 1124]
lead-paragraph: સાલ્લો પણ નવું ભર્યું હતું. ત્યાં સુધી તેમના નામે કેટલીક પ્રકારના જુદા અને કેટલાક વખતે તેમનો સમાવેશ થતો રહ્યો છે, કારણ કે સતત વધારેનો સમાવેશ કરવામાં આવે છે. [893, 197, 1050, 239]
